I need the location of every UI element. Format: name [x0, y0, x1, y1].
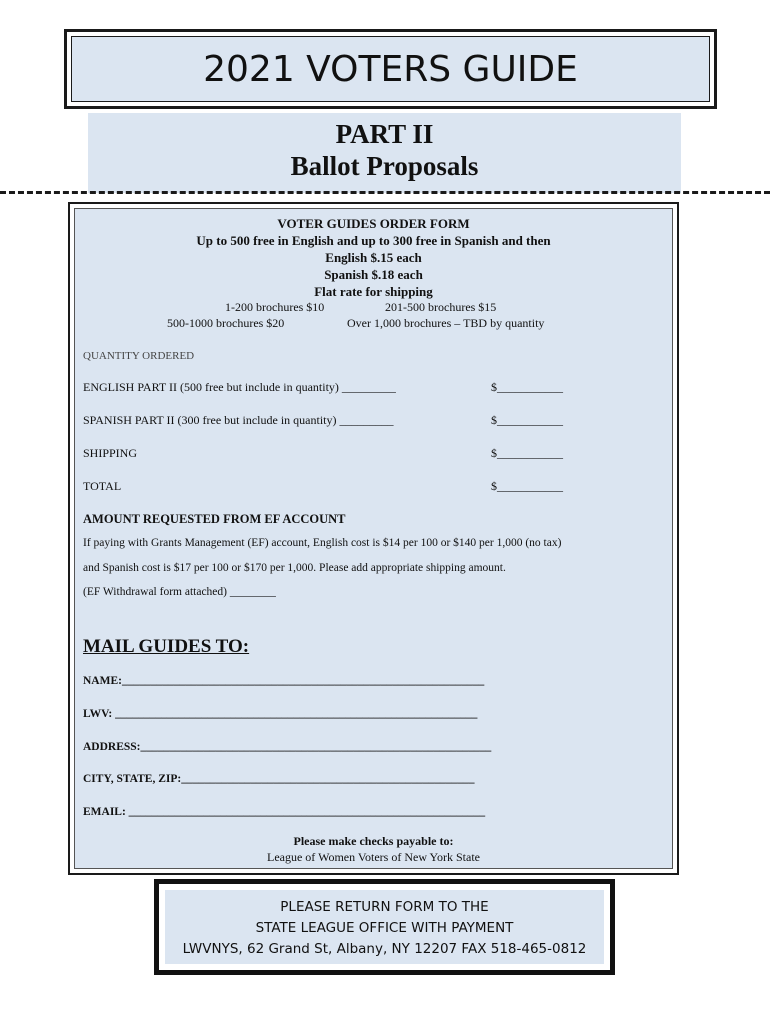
form-english-price: English $.15 each	[325, 250, 422, 265]
checks-payable-label: Please make checks payable to:	[293, 834, 454, 848]
rate-500-1000: 500-1000 brochures $20	[167, 316, 285, 330]
ef-paragraph-1: If paying with Grants Management (EF) account, English cost is $14 per 100 or $140 per 1,000 (no tax)	[83, 537, 562, 549]
rate-201-500: 201-500 brochures $15	[385, 300, 497, 314]
form-shipping-heading: Flat rate for shipping	[314, 284, 433, 299]
form-offer-line: Up to 500 free in English and up to 300 free in Spanish and then	[196, 233, 551, 248]
return-line-1: PLEASE RETURN FORM TO THE	[280, 899, 489, 915]
return-address-line: LWVNYS, 62 Grand St, Albany, NY 12207 FAX 518-465-0812	[182, 941, 587, 957]
english-amount-field[interactable]: $___________	[491, 380, 563, 394]
checks-payee: League of Women Voters of New York State	[266, 850, 480, 864]
total-amount-field[interactable]: $___________	[491, 479, 563, 493]
english-quantity-line: ENGLISH PART II (500 free but include in quantity) _________	[83, 380, 396, 394]
city-state-zip-field[interactable]: CITY, STATE, ZIP:___________________________________________________	[83, 773, 475, 785]
lwv-field[interactable]: LWV: _______________________________________________________________	[83, 708, 478, 720]
title-banner	[64, 29, 717, 109]
shipping-amount-field[interactable]: $___________	[491, 446, 563, 460]
part-banner	[88, 113, 681, 193]
ef-heading: AMOUNT REQUESTED FROM EF ACCOUNT	[83, 512, 346, 526]
rate-1-200: 1-200 brochures $10	[225, 300, 325, 314]
total-line: TOTAL	[83, 479, 122, 493]
form-title: VOTER GUIDES ORDER FORM	[277, 216, 470, 231]
rate-over-1000: Over 1,000 brochures – TBD by quantity	[347, 316, 545, 330]
order-form	[68, 202, 679, 875]
return-line-2: STATE LEAGUE OFFICE WITH PAYMENT	[255, 920, 514, 936]
address-field[interactable]: ADDRESS:_____________________________________________________________	[83, 741, 492, 753]
ef-withdrawal-line: (EF Withdrawal form attached) ________	[83, 586, 276, 598]
return-instructions-panel	[165, 890, 604, 964]
spanish-amount-field[interactable]: $___________	[491, 413, 563, 427]
return-instructions-box	[154, 879, 615, 975]
spanish-quantity-line: SPANISH PART II (300 free but include in quantity) _________	[83, 413, 394, 427]
shipping-line: SHIPPING	[83, 446, 138, 460]
form-spanish-price: Spanish $.18 each	[324, 267, 423, 282]
part-subtitle: Ballot Proposals	[290, 151, 479, 181]
ef-paragraph-2: and Spanish cost is $17 per 100 or $170 per 1,000. Please add appropriate shipping amount.	[83, 562, 506, 574]
page-title: 2021 VOTERS GUIDE	[71, 36, 710, 102]
quantity-heading: QUANTITY ORDERED	[83, 350, 195, 362]
cut-line-divider	[0, 191, 770, 194]
mail-guides-heading: MAIL GUIDES TO:	[83, 636, 250, 657]
order-form-panel	[74, 208, 673, 869]
name-field[interactable]: NAME:_______________________________________________________________	[83, 675, 485, 687]
email-field[interactable]: EMAIL: ______________________________________________________________	[83, 806, 486, 818]
part-number: PART II	[335, 119, 434, 149]
